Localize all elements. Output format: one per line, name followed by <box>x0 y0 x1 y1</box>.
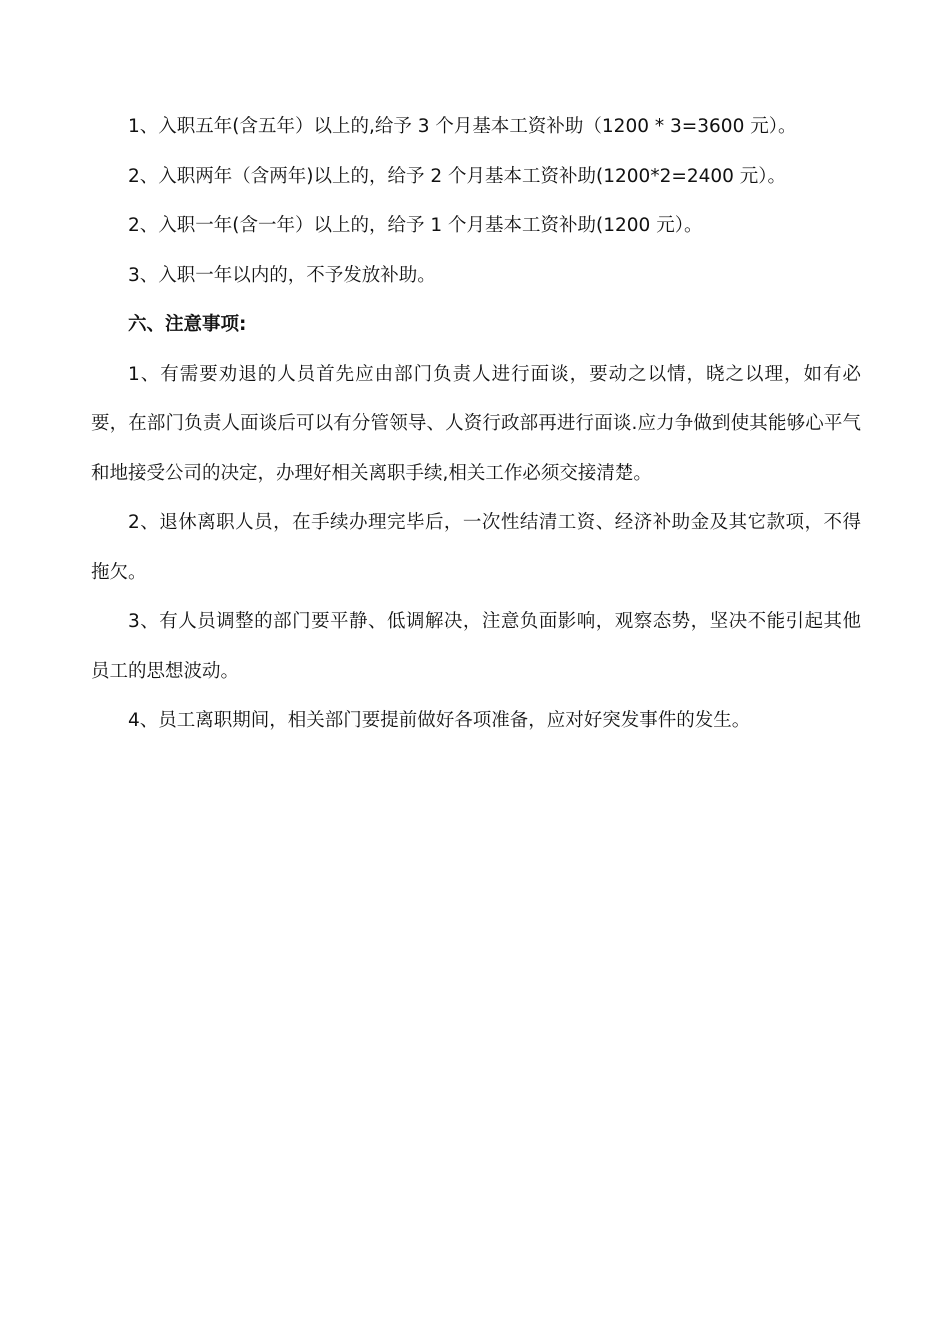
paragraph-no-subsidy: 3、入职一年以内的，不予发放补助。 <box>128 264 436 286</box>
paragraph-subsidy-one-year: 2、入职一年(含一年）以上的，给予 1 个月基本工资补助(1200 元）。 <box>128 215 703 236</box>
paragraph-note-1: 1、有需要劝退的人员首先应由部门负责人进行面谈，要动之以情，晓之以理，如有必要，在部门负责人面谈后可以有分管领导、人资行政部再进行面谈.应力争做到使其能够心平气和地接受公司的决定，办理好相关离职手续,相关工作必须交接清楚。 <box>91 363 861 484</box>
paragraph-subsidy-five-years: 1、入职五年(含五年）以上的,给予 3 个月基本工资补助（1200 * 3=3600 元）。 <box>128 116 797 137</box>
paragraph-subsidy-two-years: 2、入职两年（含两年)以上的，给予 2 个月基本工资补助(1200*2=2400 元）。 <box>128 165 787 187</box>
paragraph-note-3: 3、有人员调整的部门要平静、低调解决，注意负面影响，观察态势，坚决不能引起其他员工的思想波动。 <box>91 611 861 682</box>
paragraph-note-4: 4、员工离职期间，相关部门要提前做好各项准备，应对好突发事件的发生。 <box>128 710 751 731</box>
paragraph-note-2: 2、退休离职人员，在手续办理完毕后，一次性结清工资、经济补助金及其它款项，不得拖欠。 <box>91 512 861 583</box>
section-heading-notes: 六、注意事项: <box>128 314 247 335</box>
document-body <box>91 102 861 746</box>
